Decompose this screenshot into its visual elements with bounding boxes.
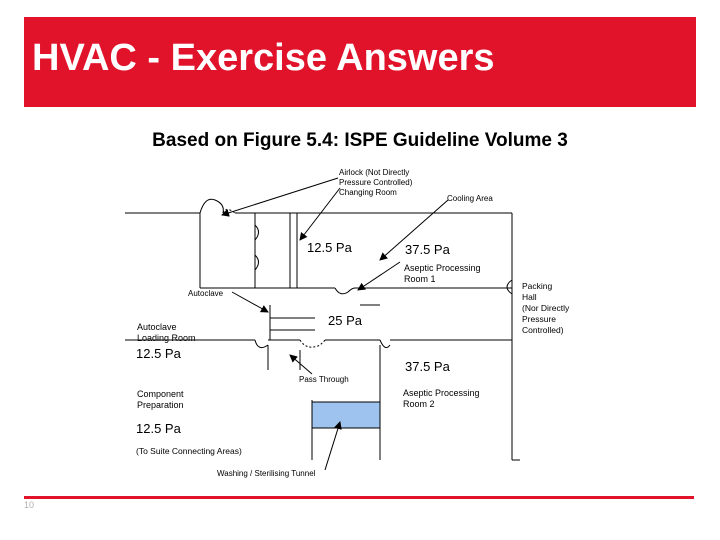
diagram-subtitle: Based on Figure 5.4: ISPE Guideline Volume 3	[152, 130, 568, 151]
arrow-autoclave	[232, 292, 268, 312]
door-arc-corridor	[335, 288, 355, 294]
arrow-airlock-1	[222, 178, 338, 215]
suite-connecting-label: (To Suite Connecting Areas)	[136, 446, 242, 456]
pass-through-label: Pass Through	[299, 375, 349, 384]
door-arc-top	[200, 199, 223, 213]
washing-tunnel-label: Washing / Sterilising Tunnel	[217, 469, 316, 478]
footer-line	[24, 496, 694, 499]
aseptic1-label: Aseptic Processing Room 1	[404, 263, 481, 284]
airlock-door-1	[255, 225, 259, 240]
page-number: 10	[24, 500, 35, 510]
cooling-area-label: Cooling Area	[447, 194, 493, 203]
pressure-aseptic1: 37.5 Pa	[405, 242, 450, 257]
door-arc-packing	[507, 280, 512, 294]
pressure-airlock: 12.5 Pa	[307, 240, 352, 255]
component-prep-label: Component Preparation	[137, 389, 184, 410]
aseptic2-label: Aseptic Processing Room 2	[403, 388, 480, 409]
slide-title: HVAC - Exercise Answers	[32, 37, 495, 79]
airlock-door-2	[255, 255, 259, 270]
airlock-label: Airlock (Not Directly Pressure Controlled) Changing Room	[339, 168, 413, 197]
arrow-airlock-2	[300, 188, 340, 240]
door-arc-loading-1	[255, 340, 268, 348]
arrow-pass-through	[290, 355, 312, 374]
washing-tunnel	[312, 402, 380, 428]
pressure-corridor: 25 Pa	[328, 313, 362, 328]
door-arc-loading-3	[380, 340, 390, 348]
pressure-loading: 12.5 Pa	[136, 346, 181, 361]
pressure-aseptic2: 37.5 Pa	[405, 359, 450, 374]
arrow-aseptic1	[358, 262, 400, 290]
packing-hall-label: Packing Hall (Nor Directly Pressure Controlled)	[522, 281, 570, 335]
autoclave-loading-label: Autoclave Loading Room	[137, 322, 196, 343]
door-arc-loading-2	[300, 340, 325, 347]
arrow-tunnel	[325, 422, 340, 470]
pressure-component: 12.5 Pa	[136, 421, 181, 436]
autoclave-label: Autoclave	[188, 289, 224, 298]
